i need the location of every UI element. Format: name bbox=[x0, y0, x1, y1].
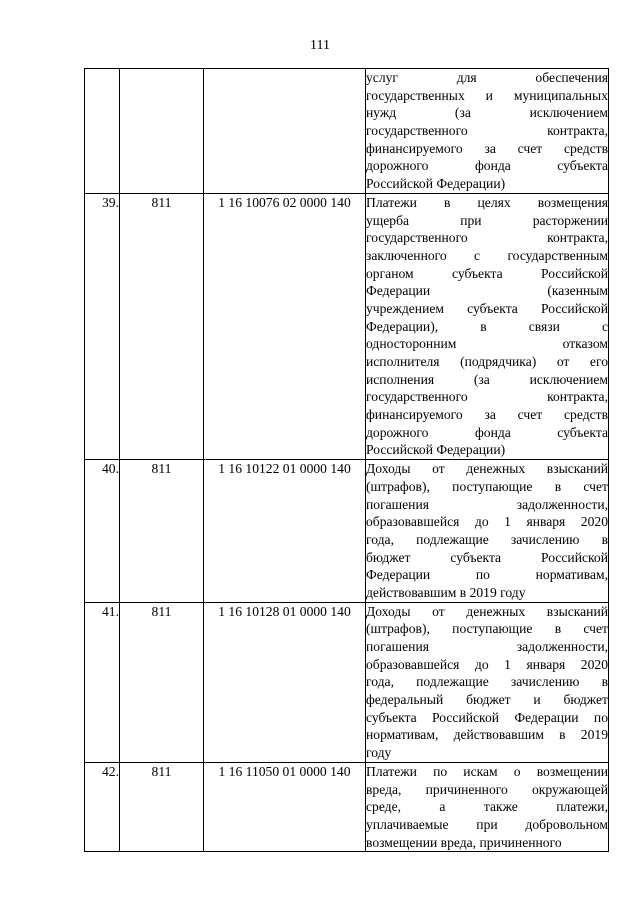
description-line: государственных и муниципальных bbox=[366, 87, 608, 103]
description-cell bbox=[366, 193, 609, 459]
description-line: исполнения (за исключением bbox=[366, 371, 608, 387]
description-line: субъекта Российской Федерации по bbox=[366, 709, 608, 725]
description-line: государственного контракта, bbox=[366, 230, 608, 246]
administrator-code-cell: 811 bbox=[120, 762, 204, 851]
description-line: образовавшейся до 1 января 2020 bbox=[366, 656, 608, 672]
budget-code-cell: 1 16 11050 01 0000 140 bbox=[204, 762, 366, 851]
description-line: среде, а также платежи, bbox=[366, 799, 608, 815]
description-line: федеральный бюджет и бюджет bbox=[366, 692, 608, 708]
description-cell bbox=[366, 602, 609, 762]
budget-code-cell: 1 16 10076 02 0000 140 bbox=[204, 193, 366, 459]
row-number-cell: 40. bbox=[85, 460, 120, 603]
budget-code-cell: 1 16 10122 01 0000 140 bbox=[204, 460, 366, 603]
page-number: 111 bbox=[310, 38, 330, 53]
table-row bbox=[85, 602, 609, 762]
row-number-cell: 42. bbox=[85, 762, 120, 851]
description-line: Платежи в целях возмещения bbox=[366, 194, 608, 210]
table-row bbox=[85, 762, 609, 851]
description-line: (штрафов), поступающие в счет bbox=[366, 478, 608, 494]
description-line: погашения задолженности, bbox=[366, 496, 608, 512]
description-line: Российской Федерации) bbox=[366, 176, 506, 192]
description-line: Доходы от денежных взысканий bbox=[366, 461, 608, 477]
description-line: ущерба при расторжении bbox=[366, 212, 608, 228]
description-line: нормативам, действовавшим в 2019 bbox=[366, 727, 608, 743]
description-line: уплачиваемые при добровольном bbox=[366, 816, 608, 832]
description-line: односторонним отказом bbox=[366, 336, 608, 352]
budget-code-cell bbox=[204, 69, 366, 194]
description-cell bbox=[366, 762, 609, 851]
description-line: нужд (за исключением bbox=[366, 105, 608, 121]
description-line: государственного контракта, bbox=[366, 123, 608, 139]
revenue-classification-table bbox=[84, 68, 609, 852]
description-line: дорожного фонда субъекта bbox=[366, 158, 608, 174]
description-line: услуг для обеспечения bbox=[366, 70, 608, 85]
administrator-code-cell: 811 bbox=[120, 460, 204, 603]
description-line: погашения задолженности, bbox=[366, 639, 608, 654]
description-line: дорожного фонда субъекта bbox=[366, 424, 608, 440]
description-line: (штрафов), поступающие в счет bbox=[366, 621, 608, 637]
budget-code-cell: 1 16 10128 01 0000 140 bbox=[204, 602, 366, 762]
description-line: действовавшим в 2019 году bbox=[366, 584, 526, 600]
description-line: образовавшейся до 1 января 2020 bbox=[366, 514, 608, 530]
table-row bbox=[85, 193, 609, 459]
description-cell bbox=[366, 69, 609, 194]
row-number-cell: 41. bbox=[85, 602, 120, 762]
description-line: возмещении вреда, причиненного bbox=[366, 834, 562, 850]
description-line: Федерации по нормативам, bbox=[366, 567, 608, 583]
table-row bbox=[85, 460, 609, 603]
description-line: Платежи по искам о возмещении bbox=[366, 763, 608, 779]
description-line: Доходы от денежных взысканий bbox=[366, 603, 608, 619]
row-number-cell: 39. bbox=[85, 193, 120, 459]
table-body bbox=[85, 69, 609, 852]
description-line: года, подлежащие зачислению в bbox=[366, 674, 608, 690]
description-line: Федерации (казенным bbox=[366, 283, 608, 299]
administrator-code-cell bbox=[120, 69, 204, 194]
description-line: заключенного с государственным bbox=[366, 247, 608, 263]
administrator-code-cell: 811 bbox=[120, 602, 204, 762]
description-line: финансируемого за счет средств bbox=[366, 407, 608, 423]
description-line: году bbox=[366, 745, 392, 761]
description-line: государственного контракта, bbox=[366, 389, 608, 405]
description-line: органом субъекта Российской bbox=[366, 265, 608, 281]
description-line: финансируемого за счет средств bbox=[366, 140, 608, 156]
description-cell bbox=[366, 460, 609, 603]
description-line: Федерации), в связи с bbox=[366, 318, 608, 334]
table-row bbox=[85, 69, 609, 194]
description-line: учреждением субъекта Российской bbox=[366, 300, 608, 316]
description-line: бюджет субъекта Российской bbox=[366, 549, 608, 565]
row-number-cell bbox=[85, 69, 120, 194]
description-line: вреда, причиненного окружающей bbox=[366, 781, 608, 797]
administrator-code-cell: 811 bbox=[120, 193, 204, 459]
description-line: Российской Федерации) bbox=[366, 442, 506, 458]
description-line: года, подлежащие зачислению в bbox=[366, 531, 608, 547]
description-line: исполнителя (подрядчика) от его bbox=[366, 354, 608, 369]
